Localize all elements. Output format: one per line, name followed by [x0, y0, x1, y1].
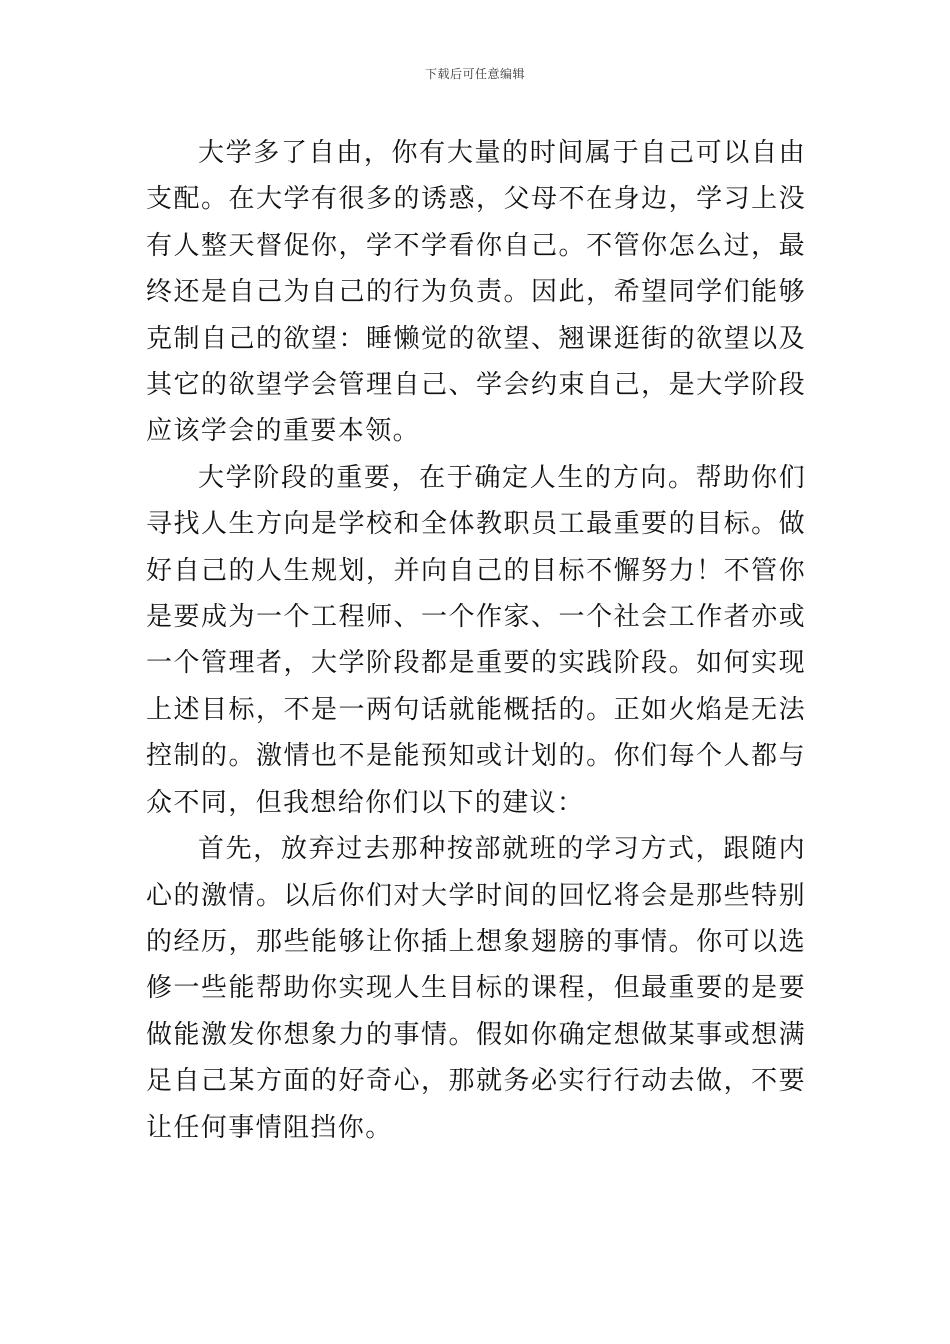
page-header: 下载后可任意编辑 — [424, 67, 525, 81]
paragraph-1: 大学多了自由，你有大量的时间属于自己可以自由支配。在大学有很多的诱惑，父母不在身边，学习上没有人整天督促你，学不学看你自己。不管你怎么过，最终还是自己为自己的行为负责。因此，希望同学们能够克制自己的欲望：睡懒觉的欲望、翘课逛街的欲望以及其它的欲望学会管理自己、学会约束自己，是大学阶段应该学会的重要本领。 — [146, 138, 806, 447]
document-body — [146, 130, 806, 1151]
paragraph-2: 大学阶段的重要，在于确定人生的方向。帮助你们寻找人生方向是学校和全体教职员工最重要的目标。做好自己的人生规划，并向自己的目标不懈努力！不管你是要成为一个工程师、一个作家、一个社会工作者亦或一个管理者，大学阶段都是重要的实践阶段。如何实现上述目标，不是一两句话就能概括的。正如火焰是无法控制的。激情也不是能预知或计划的。你们每个人都与众不同，但我想给你们以下的建议： — [146, 462, 806, 818]
paragraph-3: 首先，放弃过去那种按部就班的学习方式，跟随内心的激情。以后你们对大学时间的回忆将会是那些特别的经历，那些能够让你插上想象翅膀的事情。你可以选修一些能帮助你实现人生目标的课程，但最重要的是要做能激发你想象力的事情。假如你确定想做某事或想满足自己某方面的好奇心，那就务必实行行动去做，不要让任何事情阻挡你。 — [146, 834, 806, 1143]
